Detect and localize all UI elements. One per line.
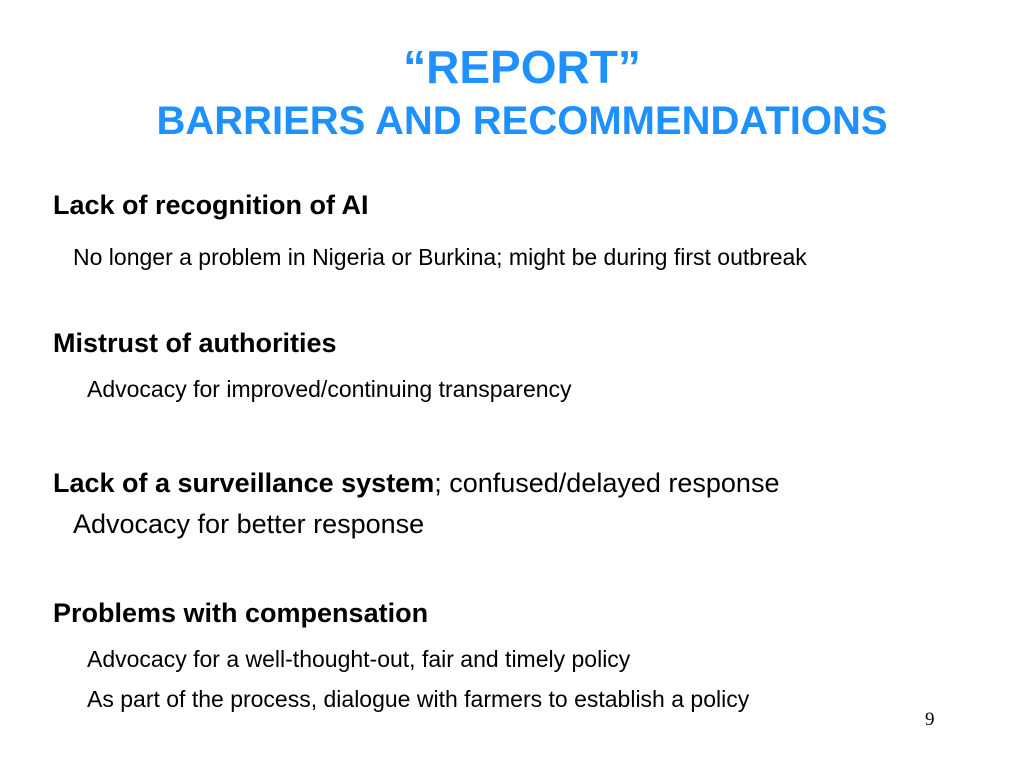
section-point-mistrust: Advocacy for improved/continuing transparency xyxy=(87,376,572,402)
slide-title xyxy=(0,38,1024,146)
section-point-recognition: No longer a problem in Nigeria or Burkina; might be during first outbreak xyxy=(73,244,807,270)
section-heading-recognition: Lack of recognition of AI xyxy=(53,190,369,220)
section-point-compensation-1: Advocacy for a well-thought-out, fair and timely policy xyxy=(87,646,631,672)
title-line-barriers: BARRIERS AND RECOMMENDATIONS xyxy=(156,99,888,143)
section-point-surveillance: Advocacy for better response xyxy=(73,509,425,539)
section-heading-surveillance xyxy=(53,468,779,499)
page-number: 9 xyxy=(925,709,935,730)
title-line-report: “REPORT” xyxy=(403,41,641,93)
section-heading-mistrust: Mistrust of authorities xyxy=(53,328,337,358)
surveillance-heading-bold: Lack of a surveillance system xyxy=(53,468,435,498)
section-point-compensation-2: As part of the process, dialogue with farmers to establish a policy xyxy=(87,686,750,712)
surveillance-heading-suffix: ; confused/delayed response xyxy=(434,468,780,498)
section-heading-compensation: Problems with compensation xyxy=(53,598,429,628)
